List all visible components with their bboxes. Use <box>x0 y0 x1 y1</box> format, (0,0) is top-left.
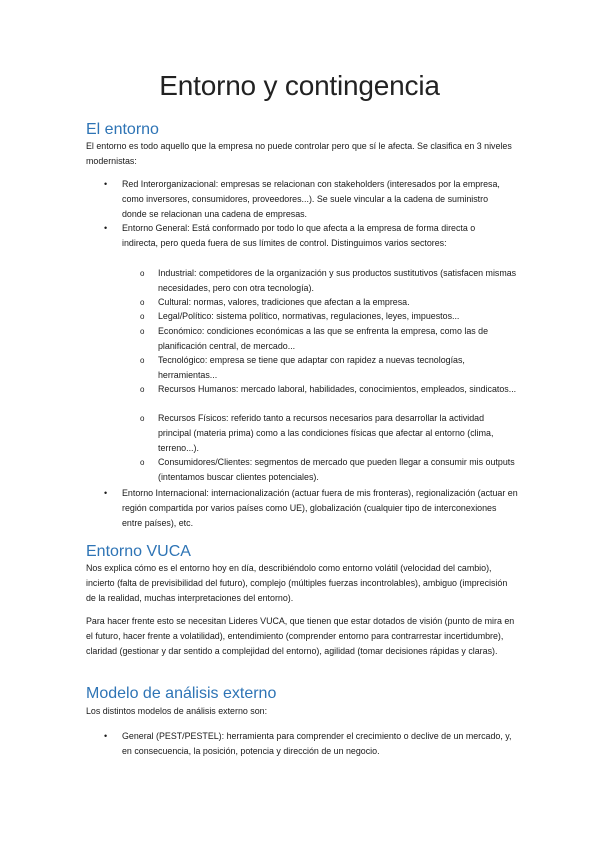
sub-bullet-marker: o <box>140 298 145 307</box>
page-title: Entorno y contingencia <box>159 70 440 101</box>
sub-bullet-marker: o <box>140 356 145 365</box>
list-item: Red Interorganizacional: empresas se relacionan con stakeholders (interesados por la empresa, como inversores, consumidores, proveedores...). Se suele vincular a la cadena de suministro donde se relacionan una cadena de empresas. <box>122 179 500 219</box>
bullet-marker: • <box>104 179 108 189</box>
sub-bullet-marker: o <box>140 312 145 321</box>
bullet-marker: • <box>104 223 108 233</box>
paragraph-vuca-1: Nos explica cómo es el entorno hoy en día, describiéndolo como entorno volátil (velocidad del cambio), incierto (falta de previsibilidad del futuro), complejo (múltiples fuerzas incontrolables), ambiguo (imprecisión de la realidad, muchas interpretaciones del entorno). <box>86 563 508 603</box>
sub-list-item: Industrial: competidores de la organización y sus productos sustitutivos (satisfacen mismas necesidades, pero con otra tecnología). <box>158 268 517 293</box>
sub-bullet-marker: o <box>140 385 145 394</box>
paragraph-intro: El entorno es todo aquello que la empresa no puede controlar pero que sí le afecta. Se clasifica en 3 niveles modernistas: <box>86 141 512 166</box>
bullet-marker: • <box>104 731 108 741</box>
sub-bullet-marker: o <box>140 327 145 336</box>
sub-list-item: Recursos Humanos: mercado laboral, habilidades, conocimientos, empleados, sindicatos... <box>158 384 517 394</box>
sub-bullet-marker: o <box>140 458 145 467</box>
sub-list-item: Económico: condiciones económicas a las que se enfrenta la empresa, como las de planificación central, de mercado... <box>158 326 489 351</box>
sub-list-item: Legal/Político: sistema político, normativas, regulaciones, leyes, impuestos... <box>158 311 460 321</box>
section-heading-vuca: Entorno VUCA <box>86 543 191 560</box>
sub-list-item: Recursos Físicos: referido tanto a recursos necesarios para desarrollar la actividad principal (materia prima) como a las condiciones físicas que afectar al entorno (clima, terreno...). <box>158 413 494 453</box>
sub-bullet-marker: o <box>140 414 145 423</box>
paragraph-vuca-2: Para hacer frente esto se necesitan Lideres VUCA, que tienen que estar dotados de visión (punto de mira en el futuro, hacer frente a volatilidad), entendimiento (comprender entorno para contrarrestar incertidumbre), claridad (gestionar y dar sentido a complejidad del entorno), agilidad (tomar decisiones rápidas y claras). <box>86 616 515 656</box>
list-item: Entorno General: Está conformado por todo lo que afecta a la empresa de forma directa o indirecta, pero queda fuera de sus límites de control. Distinguimos varios sectores: <box>122 223 476 248</box>
sub-list-item: Tecnológico: empresa se tiene que adaptar con rapidez a nuevas tecnologías, herramientas... <box>158 355 465 380</box>
sub-list-item: Consumidores/Clientes: segmentos de mercado que pueden llegar a consumir mis outputs (intentamos buscar clientes potenciales). <box>158 457 515 482</box>
list-item: Entorno Internacional: internacionalización (actuar fuera de mis fronteras), regionalización (actuar en región compartida por varios países como UE), globalización (cualquier tipo de interconexiones entre países), etc. <box>122 488 518 528</box>
sub-list-item: Cultural: normas, valores, tradiciones que afectan a la empresa. <box>158 297 410 307</box>
paragraph-analisis-intro: Los distintos modelos de análisis externo son: <box>86 706 268 716</box>
bullet-marker: • <box>104 488 108 498</box>
sub-bullet-marker: o <box>140 269 145 278</box>
list-item: General (PEST/PESTEL): herramienta para comprender el crecimiento o declive de un mercado, y, en consecuencia, la posición, potencia y dirección de un negocio. <box>122 731 512 756</box>
section-heading-entorno: El entorno <box>86 121 159 138</box>
section-heading-analisis: Modelo de análisis externo <box>86 685 277 702</box>
